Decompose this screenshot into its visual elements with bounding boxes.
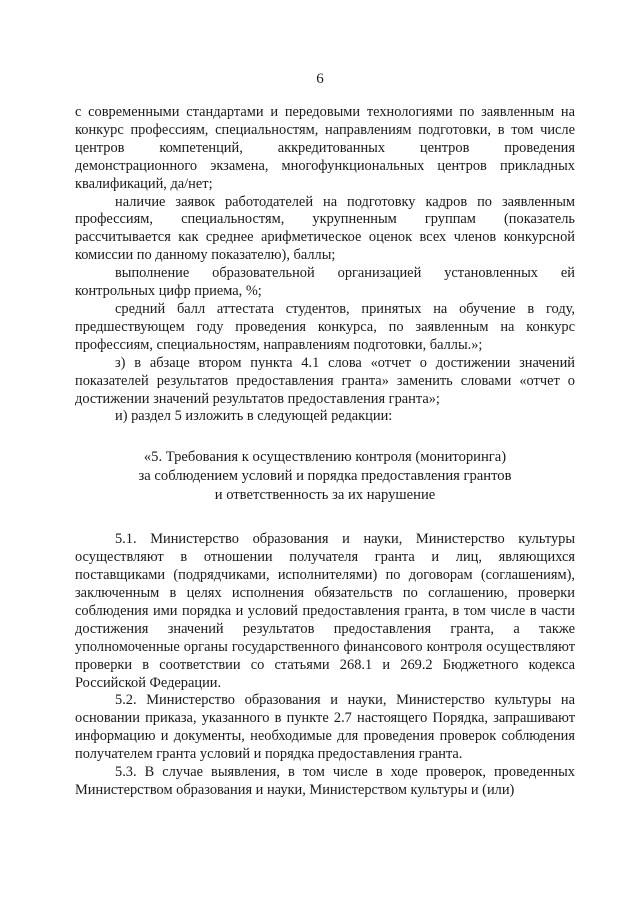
paragraph-5-1: 5.1. Министерство образования и науки, Министерство культуры осуществляют в отношении получателя гранта и лиц, являющихся поставщиками (подрядчиками, исполнителями) по договорам (соглашениям), заключенным в целях исполнения обязательств по соглашению, проверки соблюдения ими порядка и условий предоставления гранта, в том числе в части достижения значений результатов предоставления гранта, а также уполномоченные органы государственного финансового контроля осуществляют проверки в соответствии со статьями 268.1 и 269.2 Бюджетного кодекса Российской Федерации.: [75, 531, 575, 691]
document-body: [75, 104, 575, 800]
section-heading: [75, 448, 575, 505]
section-heading-line-2: за соблюдением условий и порядка предоставления грантов: [138, 468, 512, 485]
paragraph-amendment-z: з) в абзаце втором пункта 4.1 слова «отчет о достижении значений показателей результатов предоставления гранта» заменить словами «отчет о достижении значений результатов предоставления гранта»;: [75, 354, 575, 407]
paragraph-amendment-i: и) раздел 5 изложить в следующей редакции:: [115, 408, 393, 425]
paragraph-employer-requests: наличие заявок работодателей на подготовку кадров по заявленным профессиям, специальностям, укрупненным группам (показатель рассчитывается как среднее арифметическое оценок всех членов конкурсной комиссии по данному показателю), баллы;: [75, 193, 575, 264]
paragraph-5-2: 5.2. Министерство образования и науки, Министерство культуры на основании приказа, указанного в пункте 2.7 настоящего Порядка, запрашивают информацию и документы, необходимые для проведения проверок соблюдения получателем гранта условий и порядка предоставления гранта.: [75, 692, 575, 763]
paragraph-5-3: 5.3. В случае выявления, в том числе в ходе проверок, проведенных Министерством образования и науки, Министерством культуры и (или): [75, 764, 575, 798]
paragraph-admission-figures: выполнение образовательной организацией установленных ей контрольных цифр приема, %;: [75, 265, 575, 300]
page-number: 6: [316, 71, 324, 87]
paragraph-average-score: средний балл аттестата студентов, принятых на обучение в году, предшествующем году проведения конкурса, по заявленным на конкурс профессиям, специальностям, направлениям подготовки, баллы.»;: [75, 300, 575, 353]
section-heading-line-1: «5. Требования к осуществлению контроля (мониторинга): [143, 449, 507, 466]
section-heading-line-3: и ответственность за их нарушение: [214, 487, 436, 504]
paragraph-standards-continuation: с современными стандартами и передовыми технологиями по заявленным на конкурс профессиям, специальностям, направлениям подготовки, в том числе центров компетенций, аккредитованных центров проведения демонстрационного экзамена, многофункциональных центров прикладных квалификаций, да/нет;: [75, 104, 575, 192]
